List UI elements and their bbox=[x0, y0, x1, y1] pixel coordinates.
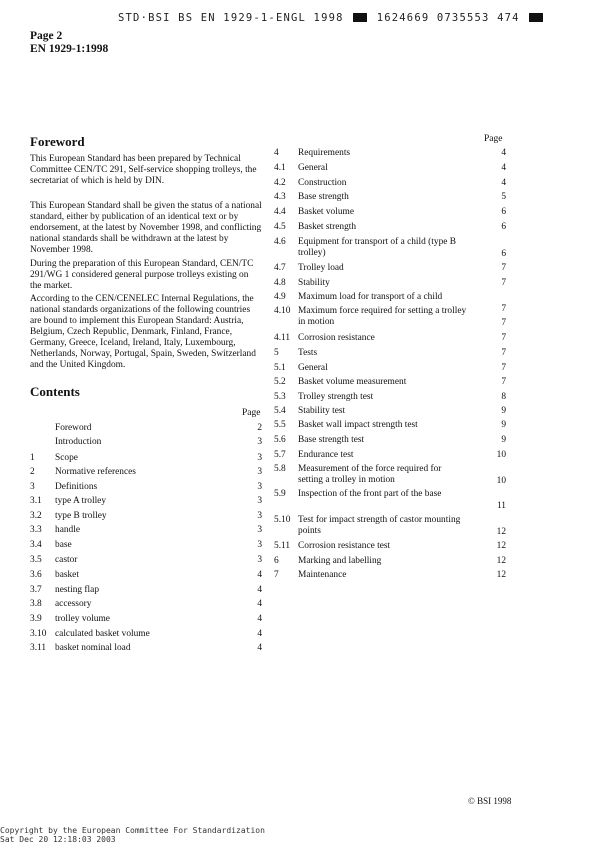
toc-entry-page: 4 bbox=[257, 614, 262, 624]
toc-entry-page: 12 bbox=[496, 527, 506, 537]
toc-entry-title: Introduction bbox=[55, 437, 102, 447]
toc-entry-num: 3.7 bbox=[30, 585, 42, 595]
toc-entry-title: Stability bbox=[298, 278, 330, 288]
toc-entry-num: 5.4 bbox=[274, 406, 286, 416]
toc-entry-page: 7 bbox=[501, 333, 506, 343]
toc-entry-page: 7 bbox=[501, 318, 506, 328]
toc-entry-num: 6 bbox=[274, 556, 279, 566]
toc-entry-title: Marking and labelling bbox=[298, 556, 382, 566]
toc-entry-title: Maximum load for transport of a child bbox=[298, 292, 443, 302]
foreword-paragraph-4: According to the CEN/CENELEC Internal Regulations, the national standards organizations of the following countries are bound to implement this European Standard: Austria, Belgium, Czech Republic, Denmark, Finland, France, Germany, Greece, Iceland, Ireland, Italy, Luxembourg, Netherlands, Norway, Portugal, Spain, Sweden, Switzerland and the United Kingdom. bbox=[30, 294, 256, 370]
toc-entry-title: Maintenance bbox=[298, 570, 347, 580]
toc-entry-title: General bbox=[298, 363, 328, 373]
toc-entry-page: 3 bbox=[257, 496, 262, 506]
toc-entry-num: 3.11 bbox=[30, 643, 47, 653]
toc-entry-title: Trolley strength test bbox=[298, 392, 374, 402]
toc-entry-page: 4 bbox=[501, 163, 506, 173]
toc-entry-page: 3 bbox=[257, 525, 262, 535]
toc-entry-title: accessory bbox=[55, 599, 92, 609]
footer-line-1: Copyright by the European Committee For Standardization bbox=[0, 826, 265, 835]
copyright-notice: © BSI 1998 bbox=[468, 796, 512, 806]
toc-entry-num: 3.1 bbox=[30, 496, 42, 506]
toc-entry-title: castor bbox=[55, 555, 78, 565]
toc-entry-num: 4.10 bbox=[274, 306, 291, 316]
toc-entry-num: 3.5 bbox=[30, 555, 42, 565]
page-header bbox=[30, 30, 108, 56]
toc-entry-page: 8 bbox=[501, 392, 506, 402]
toc-entry-page: 7 bbox=[501, 263, 506, 273]
toc-entry-page: 3 bbox=[257, 467, 262, 477]
toc-entry-num: 3.3 bbox=[30, 525, 42, 535]
toc-entry-title: General bbox=[298, 163, 328, 173]
toc-entry-num: 4.2 bbox=[274, 178, 286, 188]
toc-entry-page: 3 bbox=[257, 453, 262, 463]
toc-entry-title: Maximum force required for setting a trolley in motion bbox=[298, 306, 467, 327]
toc-entry-page: 4 bbox=[501, 178, 506, 188]
toc-entry-page: 3 bbox=[257, 511, 262, 521]
toc-entry-title: type B trolley bbox=[55, 511, 107, 521]
toc-entry-title: Basket volume measurement bbox=[298, 377, 407, 387]
toc-entry-page: 12 bbox=[496, 556, 506, 566]
toc-entry-num: 4.3 bbox=[274, 192, 286, 202]
toc-entry-num: 7 bbox=[274, 570, 279, 580]
toc-entry-num: 4.4 bbox=[274, 207, 286, 217]
toc-entry-num: 4.8 bbox=[274, 278, 286, 288]
toc-entry-title: Construction bbox=[298, 178, 347, 188]
scan-header-number: 1624669 0735553 474 bbox=[376, 12, 520, 24]
toc-entry-page: 3 bbox=[257, 540, 262, 550]
toc-entry-title: Corrosion resistance bbox=[298, 333, 375, 343]
toc-entry-title: Measurement of the force required for setting a trolley in motion bbox=[298, 464, 442, 485]
toc-entry-page: 7 bbox=[501, 304, 506, 314]
toc-entry-num: 5.2 bbox=[274, 377, 286, 387]
toc-entry-title: type A trolley bbox=[55, 496, 107, 506]
toc-entry-page: 9 bbox=[501, 420, 506, 430]
toc-entry-title: Endurance test bbox=[298, 450, 354, 460]
toc-entry-title: Definitions bbox=[55, 482, 98, 492]
toc-entry-title: Stability test bbox=[298, 406, 346, 416]
toc-entry-num: 5.10 bbox=[274, 515, 291, 525]
toc-entry-title: Base strength bbox=[298, 192, 349, 202]
toc-entry-num: 4.7 bbox=[274, 263, 286, 273]
toc-entry-page: 4 bbox=[257, 643, 262, 653]
toc-entry-page: 10 bbox=[496, 450, 506, 460]
toc-entry-page: 7 bbox=[501, 377, 506, 387]
toc-entry-num: 1 bbox=[30, 453, 35, 463]
toc-entry-num: 5.6 bbox=[274, 435, 286, 445]
toc-entry-title: Scope bbox=[55, 453, 78, 463]
toc-entry-title: Test for impact strength of castor mounting points bbox=[298, 515, 461, 536]
barcode-block-icon bbox=[353, 13, 367, 22]
toc-entry-num: 3.9 bbox=[30, 614, 42, 624]
contents-page-label-right: Page bbox=[484, 134, 503, 144]
toc-entry-title: nesting flap bbox=[55, 585, 100, 595]
toc-entry-num: 3.2 bbox=[30, 511, 42, 521]
toc-entry-page: 5 bbox=[501, 192, 506, 202]
contents-page-label-left: Page bbox=[242, 408, 261, 418]
contents-heading: Contents bbox=[30, 384, 80, 399]
toc-entry-num: 5.5 bbox=[274, 420, 286, 430]
toc-entry-num: 5.7 bbox=[274, 450, 286, 460]
toc-entry-page: 2 bbox=[257, 423, 262, 433]
scan-header-code: STD·BSI BS EN 1929-1-ENGL 1998 bbox=[118, 12, 344, 24]
toc-entry-title: base bbox=[55, 540, 72, 550]
toc-entry-title: Trolley load bbox=[298, 263, 344, 273]
toc-entry-page: 6 bbox=[501, 222, 506, 232]
toc-entry-title: Basket wall impact strength test bbox=[298, 420, 418, 430]
toc-entry-num: 3.6 bbox=[30, 570, 42, 580]
foreword-heading: Foreword bbox=[30, 134, 85, 149]
toc-entry-page: 3 bbox=[257, 437, 262, 447]
toc-entry-page: 4 bbox=[257, 585, 262, 595]
toc-entry-title: calculated basket volume bbox=[55, 629, 150, 639]
toc-entry-num: 4.5 bbox=[274, 222, 286, 232]
toc-entry-title: Requirements bbox=[298, 148, 351, 158]
toc-entry-page: 4 bbox=[257, 599, 262, 609]
toc-entry-title: Equipment for transport of a child (type B trolley) bbox=[298, 237, 457, 258]
toc-entry-title: Basket volume bbox=[298, 207, 354, 217]
toc-entry-title: Basket strength bbox=[298, 222, 357, 232]
toc-entry-num: 3.4 bbox=[30, 540, 42, 550]
toc-entry-page: 12 bbox=[496, 541, 506, 551]
toc-entry-title: Foreword bbox=[55, 423, 92, 433]
toc-entry-title: Corrosion resistance test bbox=[298, 541, 391, 551]
toc-entry-num: 2 bbox=[30, 467, 35, 477]
page-number: Page 2 bbox=[30, 30, 63, 42]
toc-entry-page: 6 bbox=[501, 249, 506, 259]
toc-entry-page: 7 bbox=[501, 278, 506, 288]
toc-entry-page: 11 bbox=[496, 501, 506, 511]
toc-entry-num: 5.3 bbox=[274, 392, 286, 402]
toc-entry-page: 12 bbox=[496, 570, 506, 580]
toc-entry-page: 3 bbox=[257, 482, 262, 492]
toc-entry-num: 3.10 bbox=[30, 629, 47, 639]
toc-entry-num: 4.1 bbox=[274, 163, 286, 173]
toc-entry-page: 10 bbox=[496, 476, 506, 486]
toc-entry-title: basket nominal load bbox=[55, 643, 131, 653]
foreword-paragraph-1: This European Standard has been prepared by Technical Committee CEN/TC 291, Self-service shopping trolleys, the secretariat of which is held by DIN. bbox=[30, 154, 257, 186]
toc-entry-num: 3 bbox=[30, 482, 35, 492]
toc-entry-num: 5.8 bbox=[274, 464, 286, 474]
barcode-block-icon bbox=[529, 13, 543, 22]
foreword-paragraph-2: This European Standard shall be given the status of a national standard, either by publication of an identical text or by endorsement, at the latest by November 1998, and conflicting national standards shall be withdrawn at the latest by November 1998. bbox=[30, 201, 262, 255]
toc-entry-title: trolley volume bbox=[55, 614, 110, 624]
toc-entry-page: 4 bbox=[257, 629, 262, 639]
foreword-paragraph-3: During the preparation of this European Standard, CEN/TC 291/WG 1 considered general purpose trolleys existing on the market. bbox=[30, 259, 254, 291]
toc-entry-num: 4.11 bbox=[274, 333, 291, 343]
toc-entry-page: 4 bbox=[257, 570, 262, 580]
toc-entry-page: 6 bbox=[501, 207, 506, 217]
standard-id: EN 1929-1:1998 bbox=[30, 43, 109, 55]
toc-entry-page: 9 bbox=[501, 406, 506, 416]
toc-entry-num: 3.8 bbox=[30, 599, 42, 609]
toc-entry-title: Base strength test bbox=[298, 435, 365, 445]
toc-entry-num: 5.1 bbox=[274, 363, 286, 373]
toc-entry-num: 4.6 bbox=[274, 237, 286, 247]
toc-entry-title: Tests bbox=[298, 348, 318, 358]
toc-entry-page: 4 bbox=[501, 148, 506, 158]
toc-entry-page: 7 bbox=[501, 348, 506, 358]
toc-entry-num: 5.11 bbox=[274, 541, 291, 551]
toc-entry-page: 9 bbox=[501, 435, 506, 445]
toc-entry-title: basket bbox=[55, 570, 79, 580]
toc-entry-title: handle bbox=[55, 525, 80, 535]
scan-header-line bbox=[118, 12, 520, 26]
toc-entry-num: 4.9 bbox=[274, 292, 286, 302]
toc-entry-num: 4 bbox=[274, 148, 279, 158]
footer-line-2: Sat Dec 20 12:18:03 2003 bbox=[0, 835, 116, 844]
toc-entry-page: 3 bbox=[257, 555, 262, 565]
toc-entry-title: Inspection of the front part of the base bbox=[298, 489, 442, 499]
toc-entry-title: Normative references bbox=[55, 467, 136, 477]
toc-entry-num: 5 bbox=[274, 348, 279, 358]
toc-entry-page: 7 bbox=[501, 363, 506, 373]
footer-copyright bbox=[0, 826, 265, 844]
toc-entry-num: 5.9 bbox=[274, 489, 286, 499]
